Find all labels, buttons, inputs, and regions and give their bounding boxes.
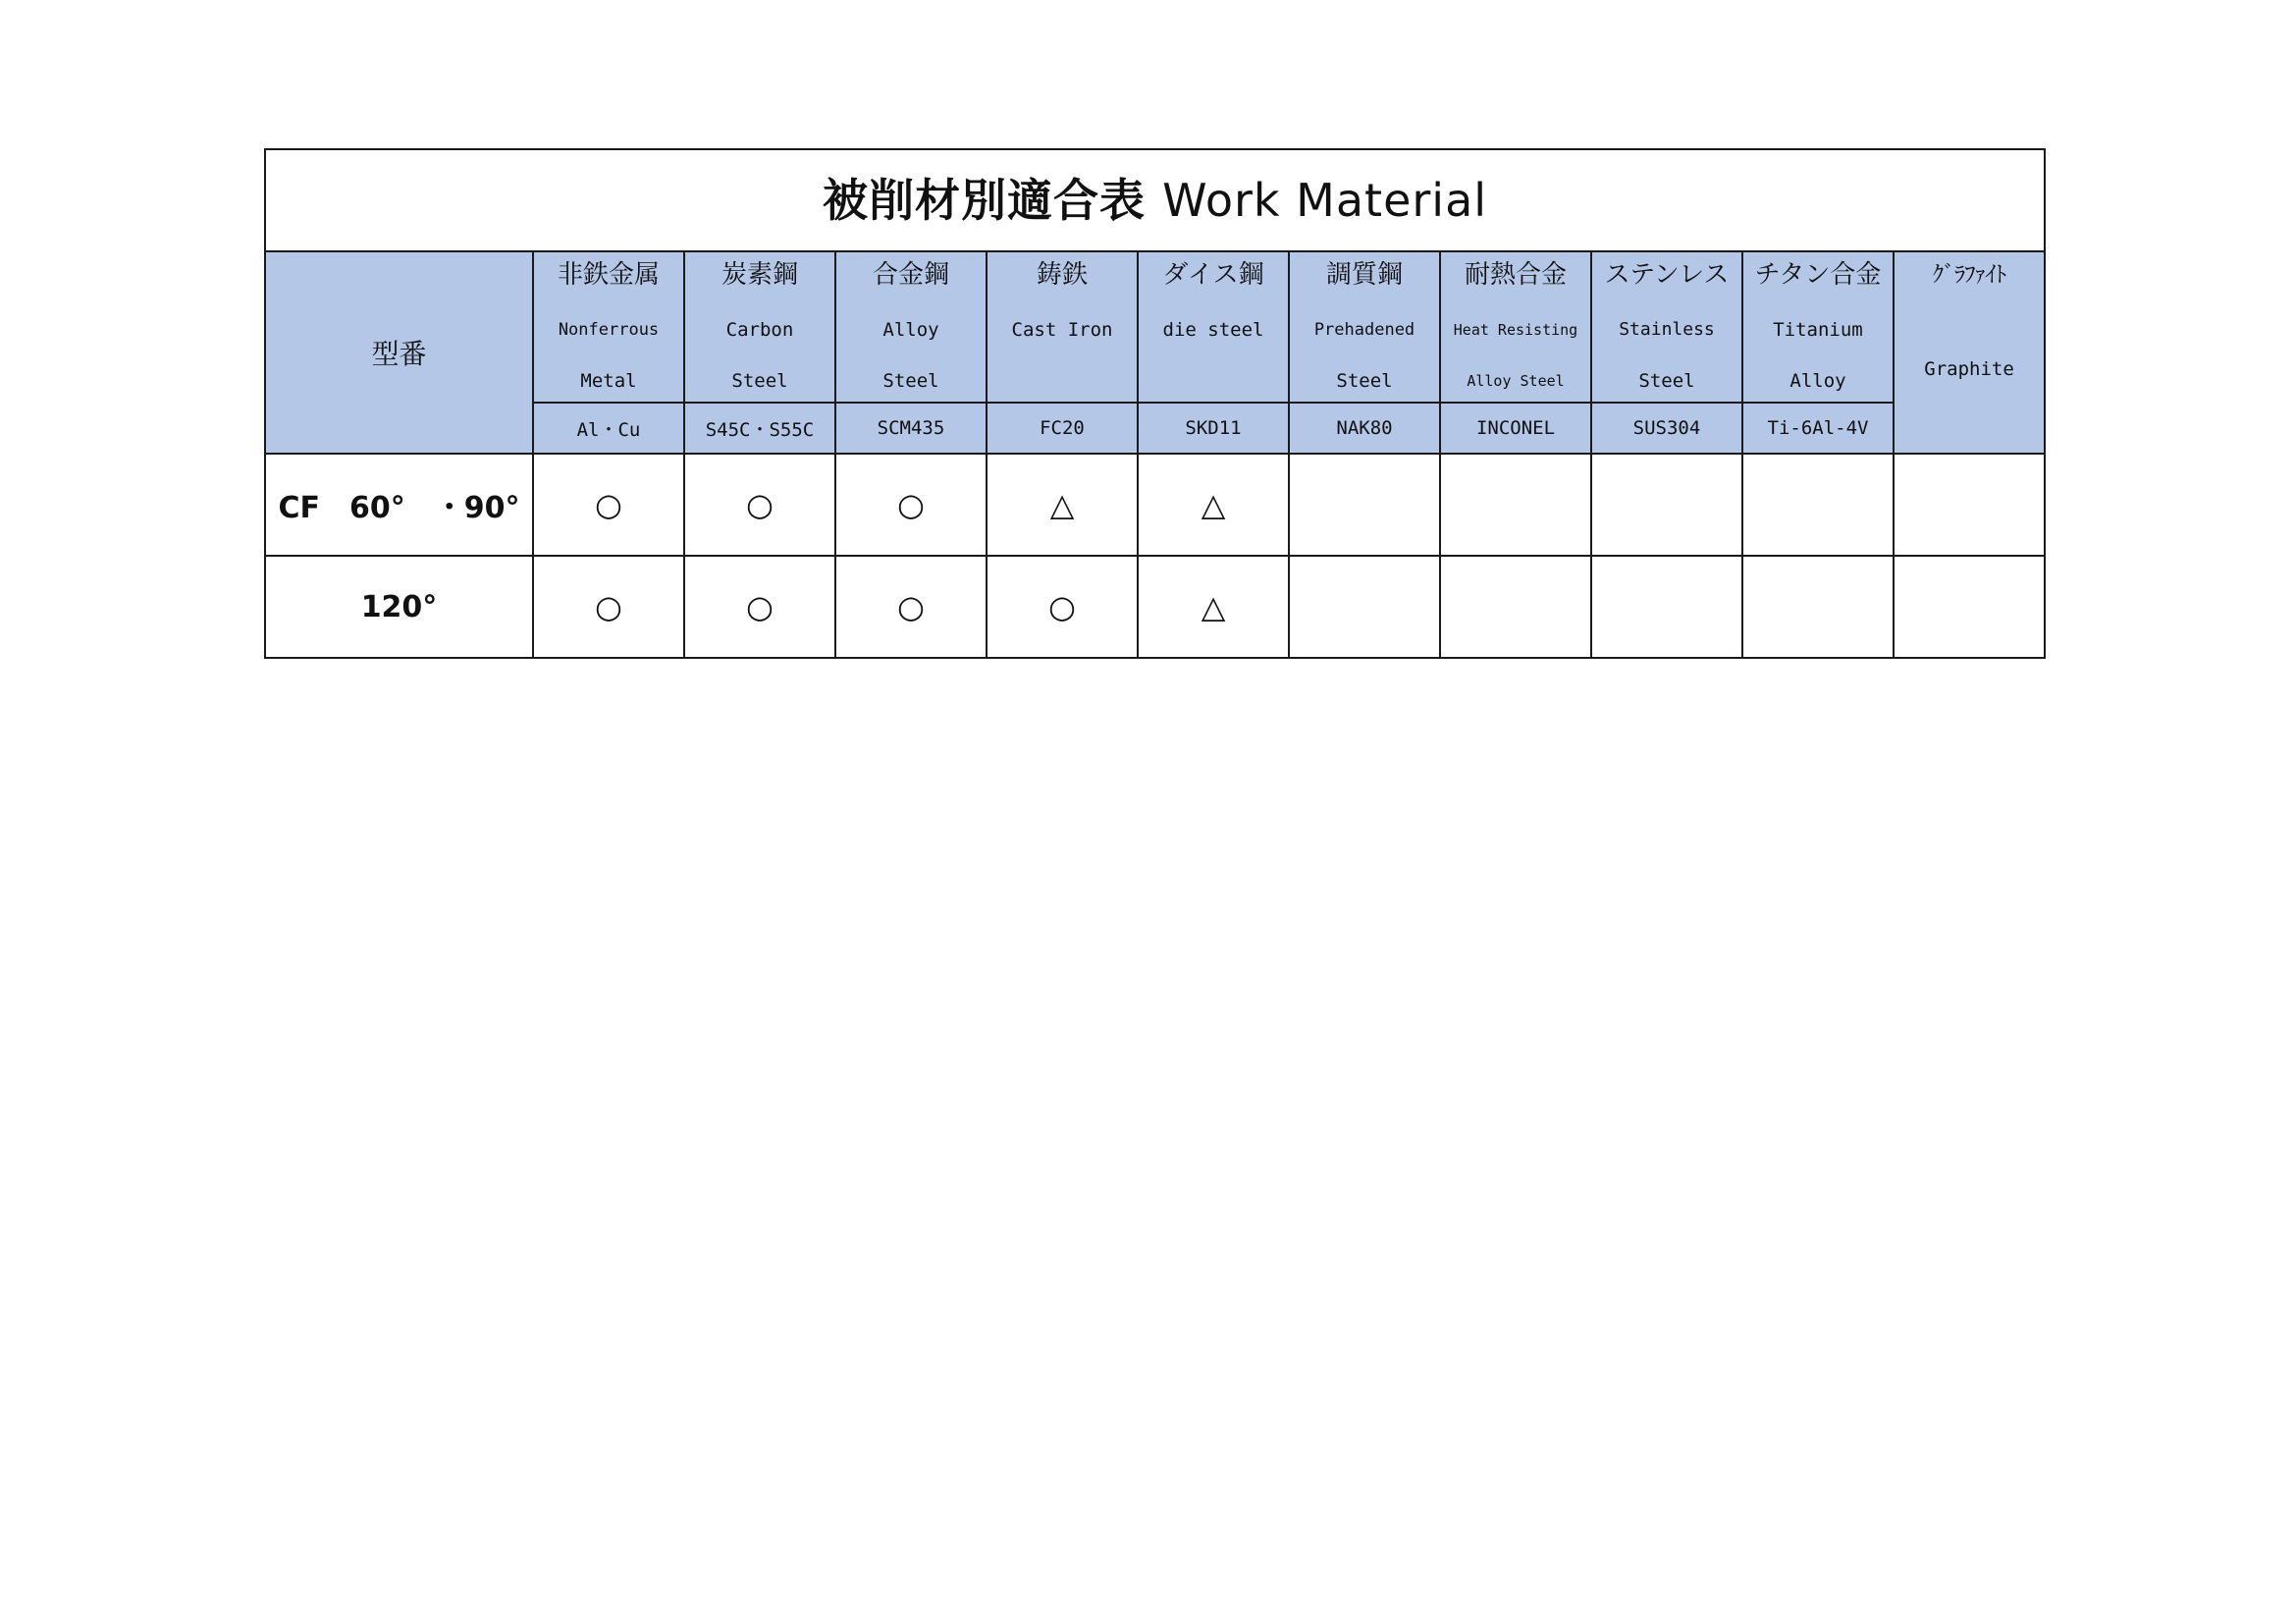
suitability-mark	[1440, 454, 1591, 556]
suitability-mark	[1742, 454, 1894, 556]
suitability-mark	[1440, 556, 1591, 658]
suitability-mark: ○	[987, 556, 1138, 658]
material-jp: 炭素鋼	[721, 260, 798, 290]
material-jp: 非鉄金属	[557, 260, 660, 290]
material-code: SKD11	[1138, 403, 1289, 454]
suitability-mark: △	[1138, 454, 1289, 556]
material-en-1: Prehadened	[1313, 320, 1415, 340]
title-cell	[265, 149, 2045, 251]
suitability-mark	[1894, 454, 2045, 556]
suitability-mark	[1591, 556, 1742, 658]
row-label: CF 60° ・90°	[265, 454, 533, 556]
material-header-stainless-steel	[1591, 251, 1742, 403]
table-row	[265, 556, 2045, 658]
material-en-2: Alloy	[1789, 370, 1846, 392]
suitability-mark	[1894, 556, 2045, 658]
suitability-mark: ○	[835, 556, 987, 658]
material-header-titanium-alloy	[1742, 251, 1894, 403]
material-en-1: Nonferrous	[558, 320, 660, 340]
material-code: SCM435	[835, 403, 987, 454]
material-code: Ti-6Al-4V	[1742, 403, 1894, 454]
model-header: 型番	[265, 251, 533, 454]
material-header-graphite	[1894, 251, 2045, 454]
material-en-1: Carbon	[725, 319, 794, 341]
material-en-2: Steel	[1638, 370, 1695, 392]
material-en-2: Graphite	[1924, 358, 2014, 380]
title-row	[265, 149, 2045, 251]
material-header-carbon-steel	[684, 251, 835, 403]
material-en-2: Alloy Steel	[1467, 372, 1565, 390]
row-label: 120°	[265, 556, 533, 658]
material-en-2: Steel	[1336, 370, 1393, 392]
material-en: Cast Iron	[1011, 319, 1113, 341]
table-title	[823, 165, 1487, 236]
material-jp: 耐熱合金	[1464, 260, 1567, 290]
material-code: INCONEL	[1440, 403, 1591, 454]
suitability-mark	[1289, 556, 1440, 658]
material-jp: 調質鋼	[1325, 260, 1403, 290]
title-en: Work Material	[1162, 174, 1488, 227]
material-en: die steel	[1162, 319, 1264, 341]
suitability-mark: ○	[835, 454, 987, 556]
material-jp: ｸﾞﾗﾌｧｲﾄ	[1932, 262, 2006, 288]
material-jp: チタン合金	[1754, 260, 1882, 290]
suitability-mark: ○	[684, 454, 835, 556]
material-jp: 鋳鉄	[1036, 260, 1088, 290]
title-jp: 被削材別適合表	[823, 174, 1147, 227]
work-material-table	[264, 148, 2046, 659]
material-header-die-steel	[1138, 251, 1289, 403]
material-jp: ダイス鋼	[1162, 260, 1264, 290]
suitability-mark	[1289, 454, 1440, 556]
material-en-2: Steel	[882, 370, 939, 392]
table-row	[265, 454, 2045, 556]
material-jp: ステンレス	[1604, 260, 1730, 290]
suitability-mark	[1591, 454, 1742, 556]
suitability-mark	[1742, 556, 1894, 658]
material-header-nonferrous	[533, 251, 684, 403]
material-header-prehardened-steel	[1289, 251, 1440, 403]
material-header-alloy-steel	[835, 251, 987, 403]
material-code: S45C・S55C	[684, 403, 835, 454]
material-code: Al・Cu	[533, 403, 684, 454]
material-code: FC20	[987, 403, 1138, 454]
material-en-1: Stainless	[1619, 319, 1715, 340]
suitability-mark: ○	[533, 556, 684, 658]
material-header-heat-resisting-alloy	[1440, 251, 1591, 403]
material-en-1: Heat Resisting	[1453, 321, 1578, 339]
material-code: NAK80	[1289, 403, 1440, 454]
suitability-mark: ○	[533, 454, 684, 556]
material-en-1: Alloy	[882, 319, 939, 341]
material-code: SUS304	[1591, 403, 1742, 454]
suitability-mark: ○	[684, 556, 835, 658]
suitability-mark: △	[1138, 556, 1289, 658]
material-header-cast-iron	[987, 251, 1138, 403]
material-jp: 合金鋼	[872, 260, 949, 290]
material-en-2: Steel	[731, 370, 788, 392]
material-en-2: Metal	[580, 370, 637, 392]
material-en-1: Titanium	[1773, 319, 1863, 341]
header-row	[265, 251, 2045, 403]
suitability-mark: △	[987, 454, 1138, 556]
